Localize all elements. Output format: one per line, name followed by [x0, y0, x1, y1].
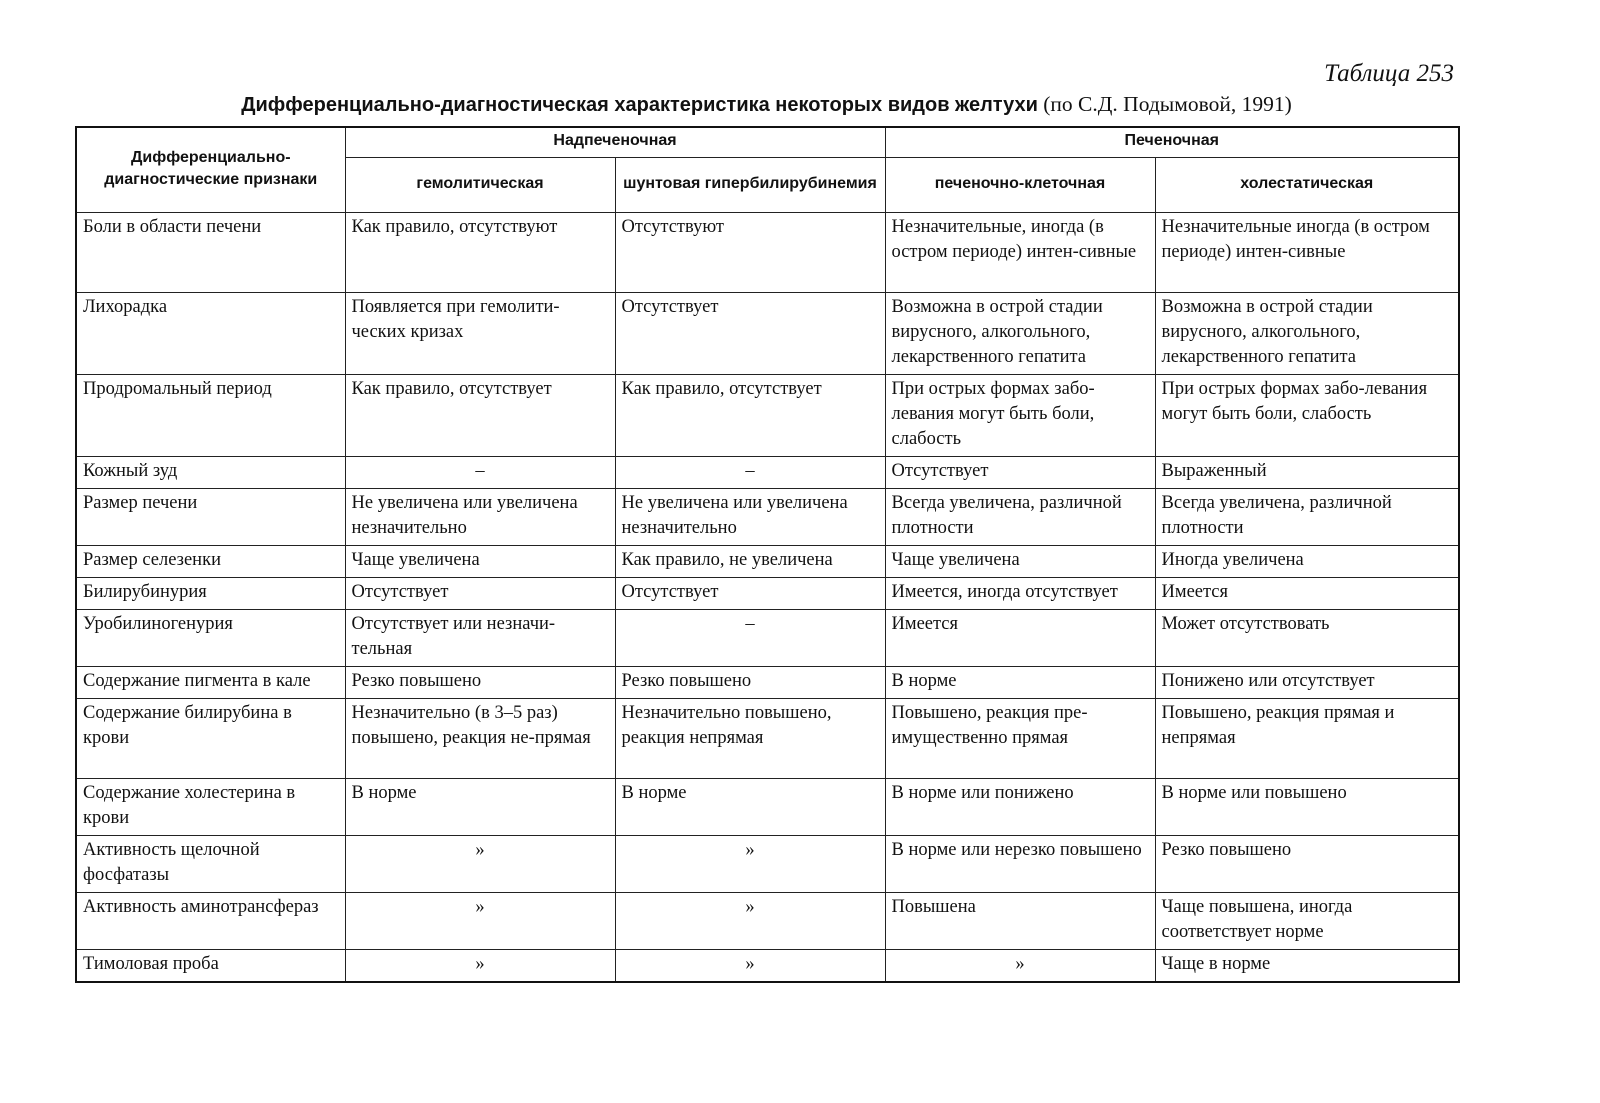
table-cell: Не увеличена или увеличена незначительно: [345, 488, 615, 545]
table-cell: Понижено или отсутствует: [1155, 666, 1459, 698]
table-row: [76, 892, 1459, 949]
table-row: [76, 212, 1459, 292]
table-cell: В норме или понижено: [885, 778, 1155, 835]
table-cell: В норме: [615, 778, 885, 835]
row-sign-cell: Лихорадка: [76, 292, 345, 374]
jaundice-diagnostic-table: [75, 126, 1460, 983]
table-cell: Чаще увеличена: [885, 545, 1155, 577]
table-cell: Как правило, отсутствует: [615, 374, 885, 456]
table-cell: Чаще в норме: [1155, 949, 1459, 982]
row-sign-cell: Уробилиногенурия: [76, 609, 345, 666]
row-sign-cell: Тимоловая проба: [76, 949, 345, 982]
table-cell: Повышена: [885, 892, 1155, 949]
table-cell: Всегда увеличена, различной плотности: [1155, 488, 1459, 545]
table-cell: При острых формах забо-левания могут быть боли, слабость: [885, 374, 1155, 456]
row-sign-cell: Содержание пигмента в кале: [76, 666, 345, 698]
row-sign-cell: Боли в области печени: [76, 212, 345, 292]
table-row: [76, 292, 1459, 374]
table-cell: Чаще увеличена: [345, 545, 615, 577]
table-row: [76, 835, 1459, 892]
row-sign-cell: Кожный зуд: [76, 456, 345, 488]
table-cell: В норме или нерезко повышено: [885, 835, 1155, 892]
group-header-prehepatic: Надпеченочная: [345, 127, 885, 157]
table-cell: »: [615, 835, 885, 892]
column-header: печеночно-клеточная: [885, 157, 1155, 212]
table-cell: Отсутствуют: [615, 212, 885, 292]
corner-header: Дифференциально-диагностические признаки: [76, 127, 345, 212]
table-cell: Появляется при гемолити-ческих кризах: [345, 292, 615, 374]
table-cell: Может отсутствовать: [1155, 609, 1459, 666]
table-row: [76, 545, 1459, 577]
table-cell: Имеется: [1155, 577, 1459, 609]
table-row: [76, 488, 1459, 545]
table-cell: Незначительные иногда (в остром периоде) интен-сивные: [1155, 212, 1459, 292]
title-main: Дифференциально-диагностическая характеристика некоторых видов желтухи: [241, 94, 1038, 116]
table-cell: »: [345, 835, 615, 892]
table-row: [76, 609, 1459, 666]
row-sign-cell: Содержание холестерина в крови: [76, 778, 345, 835]
table-cell: –: [615, 609, 885, 666]
table-cell: »: [885, 949, 1155, 982]
table-cell: Повышено, реакция прямая и непрямая: [1155, 698, 1459, 778]
table-row: [76, 456, 1459, 488]
table-row: [76, 666, 1459, 698]
table-row: [76, 374, 1459, 456]
table-cell: Отсутствует: [345, 577, 615, 609]
table-cell: В норме: [885, 666, 1155, 698]
row-sign-cell: Активность аминотрансфераз: [76, 892, 345, 949]
table-row: [76, 577, 1459, 609]
table-cell: Резко повышено: [1155, 835, 1459, 892]
table-cell: Имеется, иногда отсутствует: [885, 577, 1155, 609]
table-cell: Возможна в острой стадии вирусного, алкогольного, лекарственного гепатита: [1155, 292, 1459, 374]
row-sign-cell: Размер печени: [76, 488, 345, 545]
table-cell: Резко повышено: [615, 666, 885, 698]
table-number-label: Таблица 253: [1324, 60, 1454, 87]
table-cell: Отсутствует: [615, 577, 885, 609]
table-cell: Не увеличена или увеличена незначительно: [615, 488, 885, 545]
table-cell: –: [345, 456, 615, 488]
table-title: [75, 92, 1458, 117]
table-cell: Как правило, не увеличена: [615, 545, 885, 577]
table-cell: Отсутствует или незначи-тельная: [345, 609, 615, 666]
table-cell: Отсутствует: [615, 292, 885, 374]
table-cell: Повышено, реакция пре-имущественно прямая: [885, 698, 1155, 778]
table-cell: Как правило, отсутствуют: [345, 212, 615, 292]
table-row: [76, 778, 1459, 835]
row-sign-cell: Содержание билирубина в крови: [76, 698, 345, 778]
column-header: гемолитическая: [345, 157, 615, 212]
table-cell: Как правило, отсутствует: [345, 374, 615, 456]
title-source: (по С.Д. Подымовой, 1991): [1037, 92, 1292, 116]
table-cell: »: [345, 949, 615, 982]
table-row: [76, 698, 1459, 778]
table-cell: »: [615, 892, 885, 949]
row-sign-cell: Билирубинурия: [76, 577, 345, 609]
column-header: шунтовая гипербилирубинемия: [615, 157, 885, 212]
table-cell: –: [615, 456, 885, 488]
row-sign-cell: Активность щелочной фосфатазы: [76, 835, 345, 892]
table-cell: Имеется: [885, 609, 1155, 666]
table-cell: »: [615, 949, 885, 982]
table-cell: »: [345, 892, 615, 949]
table-cell: Выраженный: [1155, 456, 1459, 488]
column-header: холестатическая: [1155, 157, 1459, 212]
table-cell: Незначительно (в 3–5 раз) повышено, реакция не-прямая: [345, 698, 615, 778]
table-cell: Резко повышено: [345, 666, 615, 698]
table-cell: Незначительно повышено, реакция непрямая: [615, 698, 885, 778]
row-sign-cell: Продромальный период: [76, 374, 345, 456]
table-cell: Незначительные, иногда (в остром периоде) интен-сивные: [885, 212, 1155, 292]
table-cell: Отсутствует: [885, 456, 1155, 488]
row-sign-cell: Размер селезенки: [76, 545, 345, 577]
group-header-hepatic: Печеночная: [885, 127, 1459, 157]
table-body: [76, 212, 1459, 982]
table-cell: Чаще повышена, иногда соответствует норме: [1155, 892, 1459, 949]
table-cell: Всегда увеличена, различной плотности: [885, 488, 1155, 545]
table-cell: Иногда увеличена: [1155, 545, 1459, 577]
table-cell: В норме или повышено: [1155, 778, 1459, 835]
table-cell: Возможна в острой стадии вирусного, алкогольного, лекарственного гепатита: [885, 292, 1155, 374]
table-cell: В норме: [345, 778, 615, 835]
table-row: [76, 949, 1459, 982]
table-cell: При острых формах забо-левания могут быть боли, слабость: [1155, 374, 1459, 456]
